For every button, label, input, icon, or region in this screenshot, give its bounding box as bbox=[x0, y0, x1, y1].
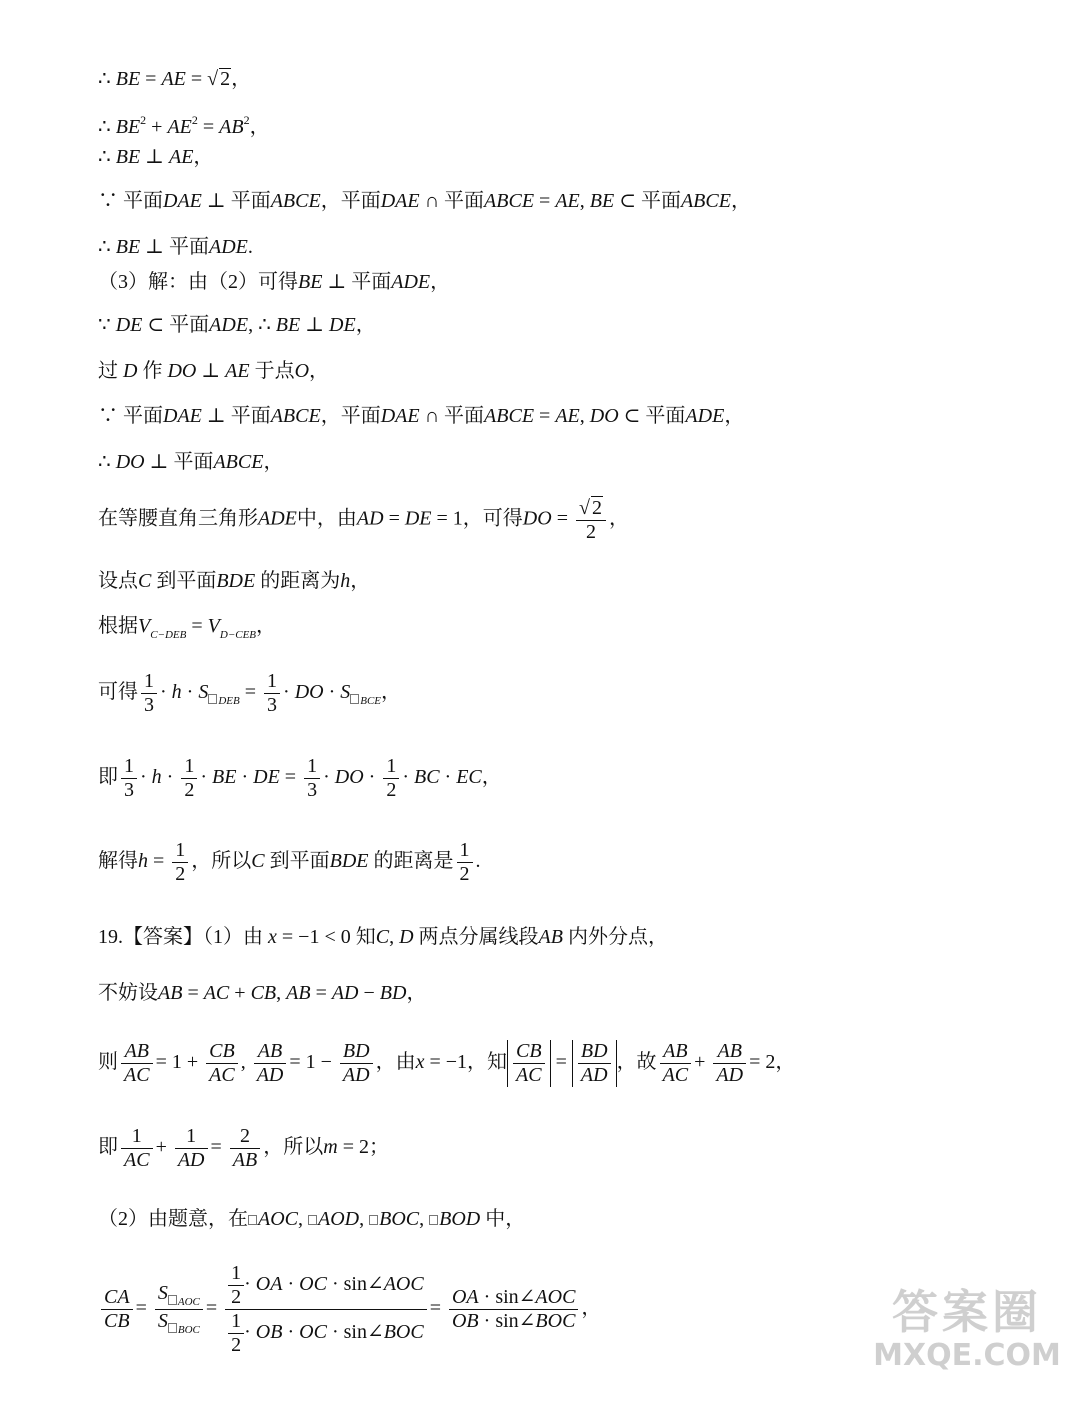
eq-be-perp-ae: ∴ BE ⊥ AE， bbox=[98, 146, 214, 168]
eq-pythagoras: ∴ $BE^2 + AE^2 = AB^2$， bbox=[98, 113, 270, 138]
q19-area-ratio: $\frac{CA}{CB}$ = $\frac{S _{AOC}}{S _{BOC}}$ = $\frac{1}{2}$ · OA · OC · sin∠AOC $\frac{1}{2}$ · OB · OC · sin∠BOC = $\frac{\text{OA · sin∠AOC}}{\text{OB · sin∠BOC}}$ ， bbox=[98, 1262, 601, 1357]
eq-be-ae-sqrt2: ∴ BE = AE = √ 2， bbox=[98, 68, 252, 90]
watermark-logo bbox=[872, 1287, 1062, 1397]
watermark-url: MXQE.COM bbox=[873, 1337, 1061, 1373]
eq-volume-expand: 可得 $\frac{1}{3}$ · h · S $_{DEB}$ = $\frac{1}{3}$ · DO · S $_{BCE}$， bbox=[98, 670, 402, 716]
q19-m-result: 即 $\frac{1}{AC}$ + $\frac{1}{AD}$ = $\frac{2}{AB}$ ，所以m = 2； bbox=[98, 1125, 389, 1171]
q19-assume: 不妨设AB = AC + CB, AB = AD − BD， bbox=[98, 982, 427, 1004]
answer-label: 19.【答案】 bbox=[98, 926, 203, 948]
eq-volume-substitute: 即 $\frac{1}{3}$ · h · $\frac{1}{2}$ · BE · DE = $\frac{1}{3}$ · DO · $\frac{1}{2}$ · BC · EC， bbox=[98, 755, 502, 801]
eq-volume-equal: 根据$V_{C-DEB} = V_{D-CEB}$， bbox=[98, 615, 277, 641]
part3-intro: （3）解：由（2）可得BE ⊥ 平面ADE， bbox=[98, 271, 451, 293]
eq-plane-perp-2: ∵ 平面DAE ⊥ 平面ABCE，平面DAE ∩ 平面ABCE = AE, DO ⊂ 平面ADE， bbox=[98, 405, 745, 427]
eq-h-result: 解得h = $\frac{1}{2}$ ，所以C 到平面BDE 的距离是 $\frac{1}{2}$ . bbox=[98, 839, 481, 885]
q19-answer-intro: 19.【答案】（1）由 x = −1 < 0 知C, D 两点分属线段AB 内外分点， bbox=[98, 926, 668, 948]
eq-de-sub-ade: ∵ DE ⊂ 平面ADE, ∴ BE ⊥ DE， bbox=[98, 314, 376, 336]
eq-do-value: 在等腰直角三角形ADE中，由AD = DE = 1，可得DO = $\frac{√ 2}{2}$ ， bbox=[98, 497, 629, 543]
watermark-text: 答案圈 bbox=[892, 1285, 1042, 1339]
eq-construct-do: 过 D 作 DO ⊥ AE 于点O， bbox=[98, 360, 330, 382]
eq-set-h: 设点C 到平面BDE 的距离为h， bbox=[98, 570, 371, 592]
q19-part2-intro: （2）由题意，在 AOC, AOD, BOC, BOD 中， bbox=[98, 1208, 526, 1230]
eq-plane-perp-1: ∵ 平面DAE ⊥ 平面ABCE，平面DAE ∩ 平面ABCE = AE, BE ⊂ 平面ABCE， bbox=[98, 190, 751, 212]
eq-do-perp-abce: ∴ DO ⊥ 平面ABCE， bbox=[98, 451, 284, 473]
q19-ratio: 则 $\frac{AB}{AC}$ = 1 + $\frac{CB}{AC}$ , $\frac{AB}{AD}$ = 1 − $\frac{BD}{AD}$ ，由x = −1，知 $\frac{CB}{AC}$ = $\frac{BD}{AD}$ ，故 $\frac{AB}{AC}$ + $\frac{AB}{AD}$ = 2， bbox=[98, 1040, 796, 1086]
eq-be-perp-ade: ∴ BE ⊥ 平面ADE. bbox=[98, 236, 253, 258]
